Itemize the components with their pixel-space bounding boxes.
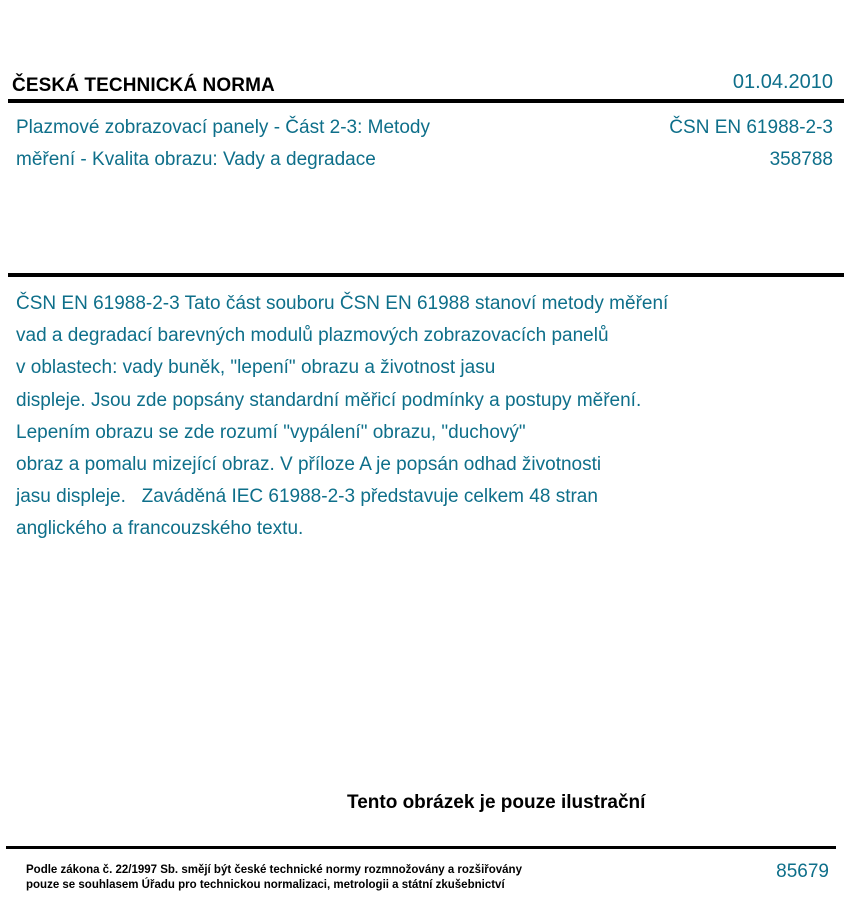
standard-title-line-2: měření - Kvalita obrazu: Vady a degradace — [16, 149, 376, 170]
publication-date: 01.04.2010 — [732, 71, 833, 93]
standard-code: ČSN EN 61988-2-3 — [669, 117, 833, 138]
abstract-text — [16, 288, 816, 546]
legal-notice-line: pouze se souhlasem Úřadu pro technickou normalizaci, metrologii a státní zkušebnictví — [26, 879, 505, 891]
abstract-line: Lepením obrazu se zde rozumí "vypálení" obrazu, "duchový" — [16, 421, 526, 443]
section-divider — [8, 273, 844, 277]
catalog-number: 358788 — [769, 149, 833, 170]
abstract-line: v oblastech: vady buněk, "lepení" obrazu a životnost jasu — [16, 357, 496, 379]
abstract-line: ČSN EN 61988-2-3 Tato část souboru ČSN EN 61988 stanoví metody měření — [16, 293, 669, 314]
abstract-line: displeje. Jsou zde popsány standardní měřicí podmínky a postupy měření. — [16, 389, 642, 411]
legal-notice — [26, 863, 522, 893]
footer-divider — [6, 846, 836, 849]
header-divider — [8, 99, 844, 103]
illustration-notice: Tento obrázek je pouze ilustrační — [347, 792, 646, 813]
document-header-title: ČESKÁ TECHNICKÁ NORMA — [12, 75, 275, 96]
abstract-line: anglického a francouzského textu. — [16, 518, 304, 540]
abstract-line: vad a degradací barevných modulů plazmových zobrazovacích panelů — [16, 325, 609, 347]
document-id: 85679 — [776, 861, 829, 882]
abstract-line: jasu displeje. Zaváděná IEC 61988-2-3 představuje celkem 48 stran — [16, 486, 598, 508]
abstract-line: obraz a pomalu mizející obraz. V příloze A je popsán odhad životnosti — [16, 454, 602, 476]
legal-notice-line: Podle zákona č. 22/1997 Sb. smějí být české technické normy rozmnožovány a rozšiřovány — [26, 864, 522, 876]
standard-title-line-1: Plazmové zobrazovací panely - Část 2-3: Metody — [16, 117, 430, 138]
